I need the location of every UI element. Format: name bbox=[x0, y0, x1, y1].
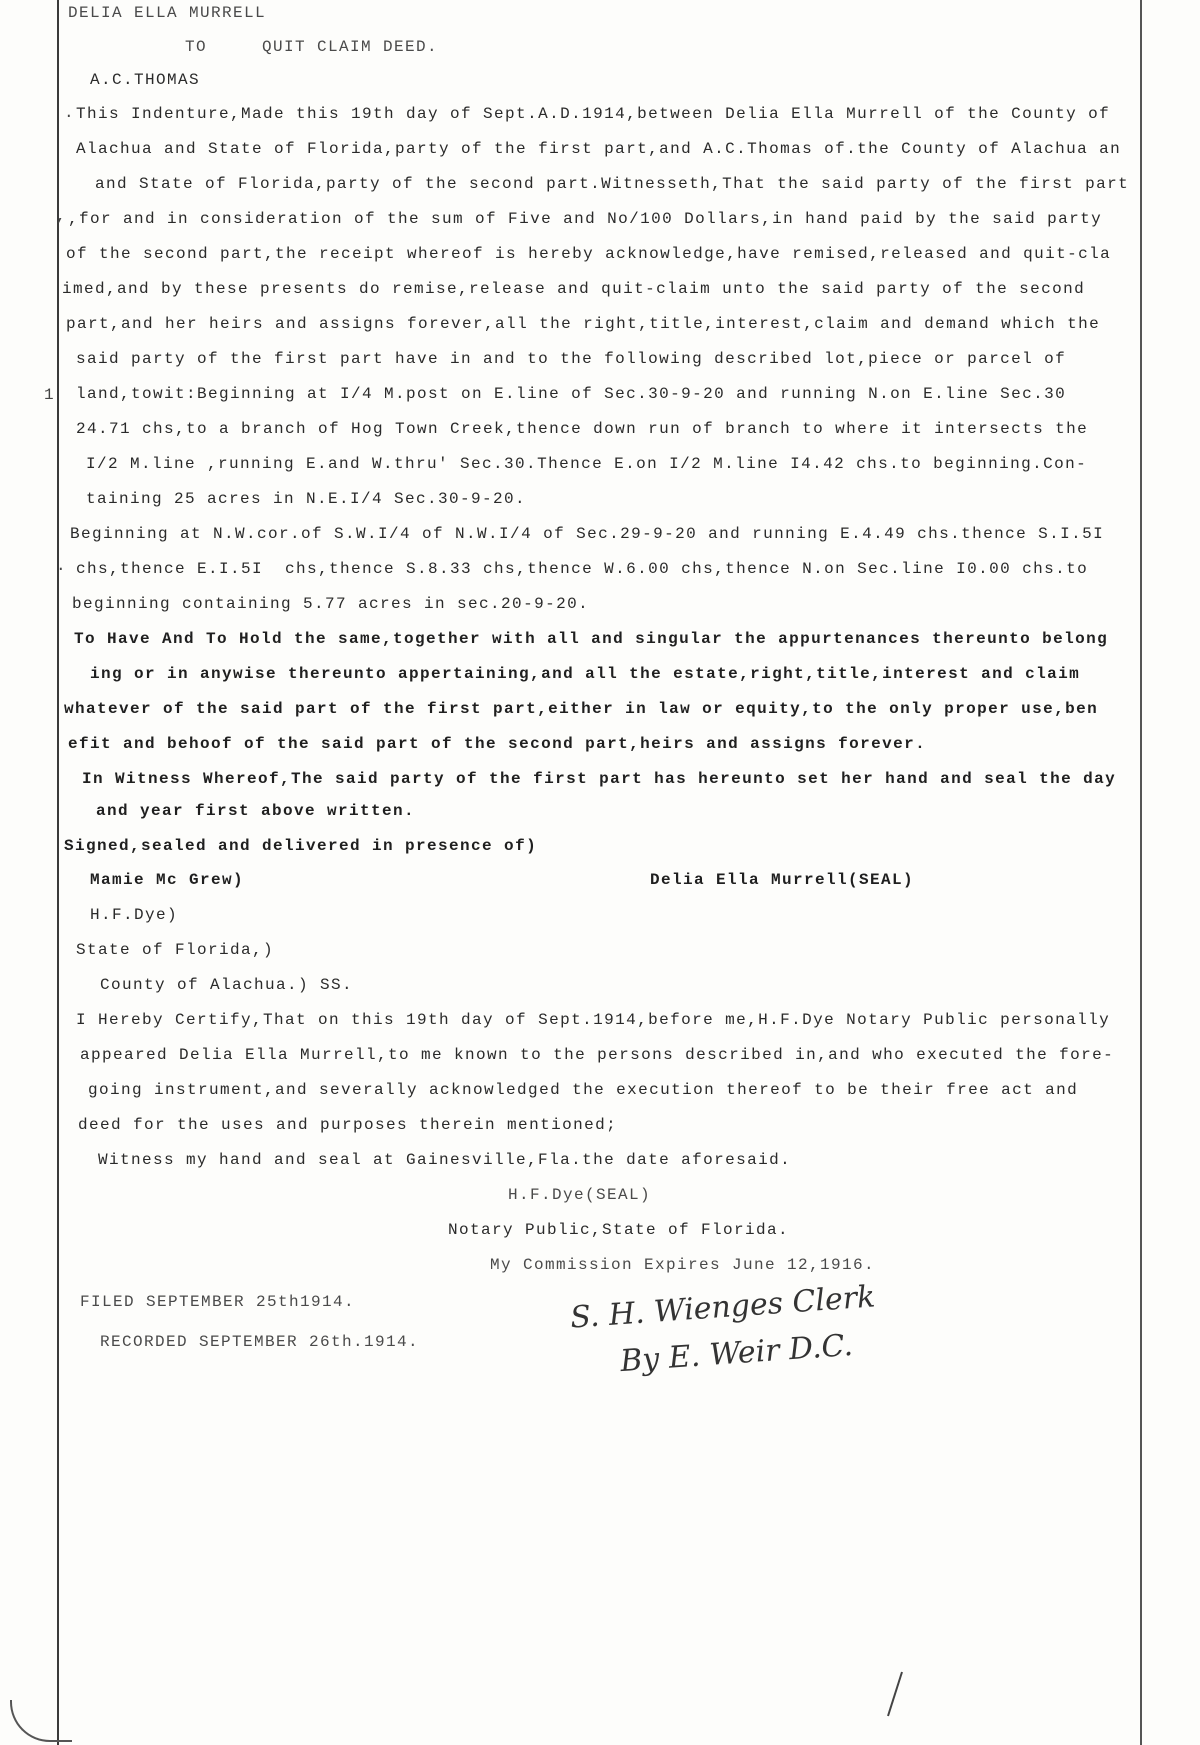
deed-line: To Have And To Hold the same,together with all and singular the appurtenances thereunto belong bbox=[74, 630, 1109, 648]
ack-county: County of Alachua.) SS. bbox=[100, 976, 354, 994]
deed-line: Alachua and State of Florida,party of the first part,and A.C.Thomas of.the County of Alachua an bbox=[76, 140, 1122, 158]
ack-witness-line: Witness my hand and seal at Gainesville,Fla.the date aforesaid. bbox=[98, 1151, 792, 1169]
deed-line: 24.71 chs,to a branch of Hog Town Creek,thence down run of branch to where it intersects the bbox=[76, 420, 1089, 438]
clerk-signature: S. H. Wienges Clerk bbox=[569, 1279, 877, 1336]
witness-name: H.F.Dye) bbox=[90, 906, 179, 924]
deed-line: ,for and in consideration of the sum of Five and No/100 Dollars,in hand paid by the said party bbox=[68, 210, 1103, 228]
recorded-date: RECORDED SEPTEMBER 26th.1914. bbox=[100, 1333, 420, 1351]
deed-line: beginning containing 5.77 acres in sec.20-9-20. bbox=[72, 595, 590, 613]
notary-signature: H.F.Dye(SEAL) bbox=[508, 1186, 652, 1204]
page-corner-curl bbox=[10, 1700, 72, 1742]
right-page-edge bbox=[1140, 0, 1142, 1745]
deed-line: This Indenture,Made this 19th day of Sept.A.D.1914,between Delia Ella Murrell of the County of bbox=[76, 105, 1111, 123]
deed-line: taining 25 acres in N.E.I/4 Sec.30-9-20. bbox=[86, 490, 527, 508]
deed-line: Beginning at N.W.cor.of S.W.I/4 of N.W.I/4 of Sec.29-9-20 and running E.4.49 chs.thence S.I.5I bbox=[70, 525, 1105, 543]
margin-dot: , bbox=[56, 207, 66, 225]
ack-line: deed for the uses and purposes therein mentioned; bbox=[78, 1116, 618, 1134]
deed-line: and State of Florida,party of the second part.Witnesseth,That the said party of the first part bbox=[95, 175, 1130, 193]
deed-line: and year first above written. bbox=[96, 802, 416, 820]
deed-line: land,towit:Beginning at I/4 M.post on E.line of Sec.30-9-20 and running N.on E.line Sec.30 bbox=[76, 385, 1067, 403]
ack-line: going instrument,and severally acknowledged the execution thereof to be their free act and bbox=[88, 1081, 1079, 1099]
margin-dot: . bbox=[64, 104, 74, 122]
deed-line: imed,and by these presents do remise,release and quit-claim unto the said party of the second bbox=[62, 280, 1086, 298]
notary-title: Notary Public,State of Florida. bbox=[448, 1221, 790, 1239]
deed-line: Signed,sealed and delivered in presence of) bbox=[64, 837, 538, 855]
commission-expiry: My Commission Expires June 12,1916. bbox=[490, 1256, 876, 1274]
deed-line: chs,thence E.I.5I chs,thence S.8.33 chs,thence W.6.00 chs,thence N.on Sec.line I0.00 chs.to bbox=[76, 560, 1089, 578]
margin-dot: . bbox=[56, 557, 66, 575]
margin-numeral: 1 bbox=[44, 386, 54, 404]
deed-line: part,and her heirs and assigns forever,all the right,title,interest,claim and demand which the bbox=[66, 315, 1101, 333]
filed-date: FILED SEPTEMBER 25th1914. bbox=[80, 1293, 356, 1311]
grantee-heading: A.C.THOMAS bbox=[90, 71, 201, 89]
deed-line: of the second part,the receipt whereof is hereby acknowledge,have remised,released and quit-cla bbox=[66, 245, 1112, 263]
pen-stroke-mark bbox=[880, 1670, 910, 1720]
ack-state: State of Florida,) bbox=[76, 941, 275, 959]
ack-line: appeared Delia Ella Murrell,to me known to the persons described in,and who executed the fore- bbox=[80, 1046, 1115, 1064]
deputy-clerk-signature: By E. Weir D.C. bbox=[619, 1327, 854, 1380]
deed-line: I/2 M.line ,running E.and W.thru' Sec.30.Thence E.on I/2 M.line I4.42 chs.to beginning.Con- bbox=[86, 455, 1088, 473]
ack-line: I Hereby Certify,That on this 19th day of Sept.1914,before me,H.F.Dye Notary Public personally bbox=[76, 1011, 1111, 1029]
deed-line: In Witness Whereof,The said party of the first part has hereunto set her hand and seal the day bbox=[82, 770, 1117, 788]
grantor-signature: Delia Ella Murrell(SEAL) bbox=[650, 871, 915, 889]
left-margin-rule bbox=[57, 0, 59, 1745]
deed-line: said party of the first part have in and to the following described lot,piece or parcel of bbox=[76, 350, 1067, 368]
deed-line: efit and behoof of the said part of the second part,heirs and assigns forever. bbox=[68, 735, 927, 753]
grantor-heading: DELIA ELLA MURRELL bbox=[68, 4, 267, 22]
deed-type-heading: TO QUIT CLAIM DEED. bbox=[185, 38, 439, 56]
deed-line: ing or in anywise thereunto appertaining,and all the estate,right,title,interest and claim bbox=[90, 665, 1081, 683]
witness-name: Mamie Mc Grew) bbox=[90, 871, 245, 889]
deed-line: whatever of the said part of the first part,either in law or equity,to the only proper use,ben bbox=[64, 700, 1099, 718]
